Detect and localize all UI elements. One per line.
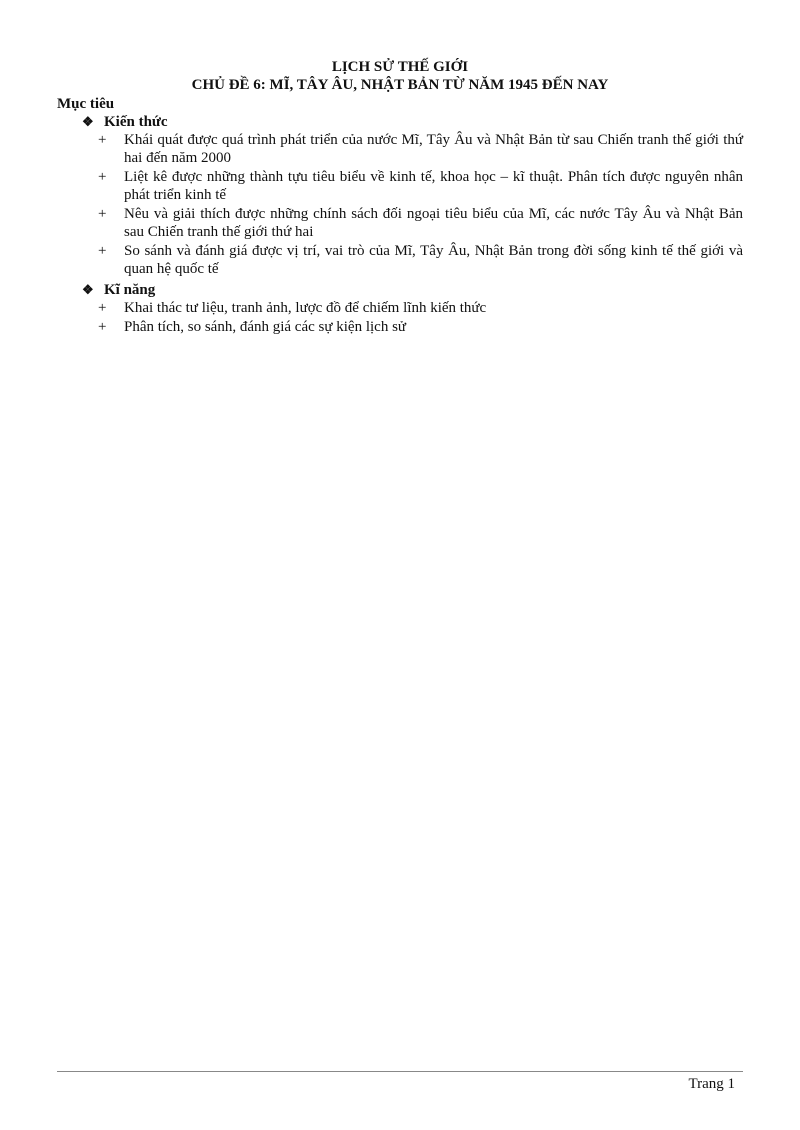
list-item xyxy=(98,318,743,336)
diamond-bullet-icon: ❖ xyxy=(82,282,94,297)
document-title: LỊCH SỬ THẾ GIỚI xyxy=(331,59,469,75)
page-number: Trang 1 xyxy=(688,1076,735,1092)
plus-bullet-icon: + xyxy=(98,300,107,316)
list-item-text: Khai thác tư liệu, tranh ảnh, lược đồ để chiếm lĩnh kiến thức xyxy=(124,300,487,316)
footer-divider xyxy=(57,1071,743,1072)
section-heading-skills xyxy=(82,281,155,299)
plus-bullet-icon: + xyxy=(98,243,107,259)
list-item xyxy=(98,242,743,278)
list-item xyxy=(98,168,743,204)
list-item xyxy=(98,299,743,317)
objective-label: Mục tiêu xyxy=(57,96,115,112)
list-item-text: Liệt kê được những thành tựu tiêu biểu về kinh tế, khoa học – kĩ thuật. Phân tích được nguyên nhân phát triển kinh tế xyxy=(124,169,743,203)
plus-bullet-icon: + xyxy=(98,132,107,148)
list-item xyxy=(98,205,743,241)
list-item-text: Phân tích, so sánh, đánh giá các sự kiện lịch sử xyxy=(124,319,407,335)
list-item xyxy=(98,131,743,167)
section-heading-label: Kĩ năng xyxy=(104,282,156,298)
list-item-text: Nêu và giải thích được những chính sách đối ngoại tiêu biểu của Mĩ, các nước Tây Âu và Nhật Bản sau Chiến tranh thế giới thứ hai xyxy=(124,206,743,240)
diamond-bullet-icon: ❖ xyxy=(82,114,94,129)
list-item-text: So sánh và đánh giá được vị trí, vai trò của Mĩ, Tây Âu, Nhật Bản trong đời sống kinh tế thế giới và quan hệ quốc tế xyxy=(124,243,743,277)
list-item-text: Khái quát được quá trình phát triển của nước Mĩ, Tây Âu và Nhật Bản từ sau Chiến tranh thế giới thứ hai đến năm 2000 xyxy=(124,132,743,166)
plus-bullet-icon: + xyxy=(98,206,107,222)
knowledge-list xyxy=(98,131,743,279)
document-subtitle: CHỦ ĐỀ 6: MĨ, TÂY ÂU, NHẬT BẢN TỪ NĂM 1945 ĐẾN NAY xyxy=(191,77,609,93)
section-heading-knowledge xyxy=(82,113,168,131)
plus-bullet-icon: + xyxy=(98,169,107,185)
skills-list xyxy=(98,299,743,337)
section-heading-label: Kiến thức xyxy=(104,114,168,130)
plus-bullet-icon: + xyxy=(98,319,107,335)
